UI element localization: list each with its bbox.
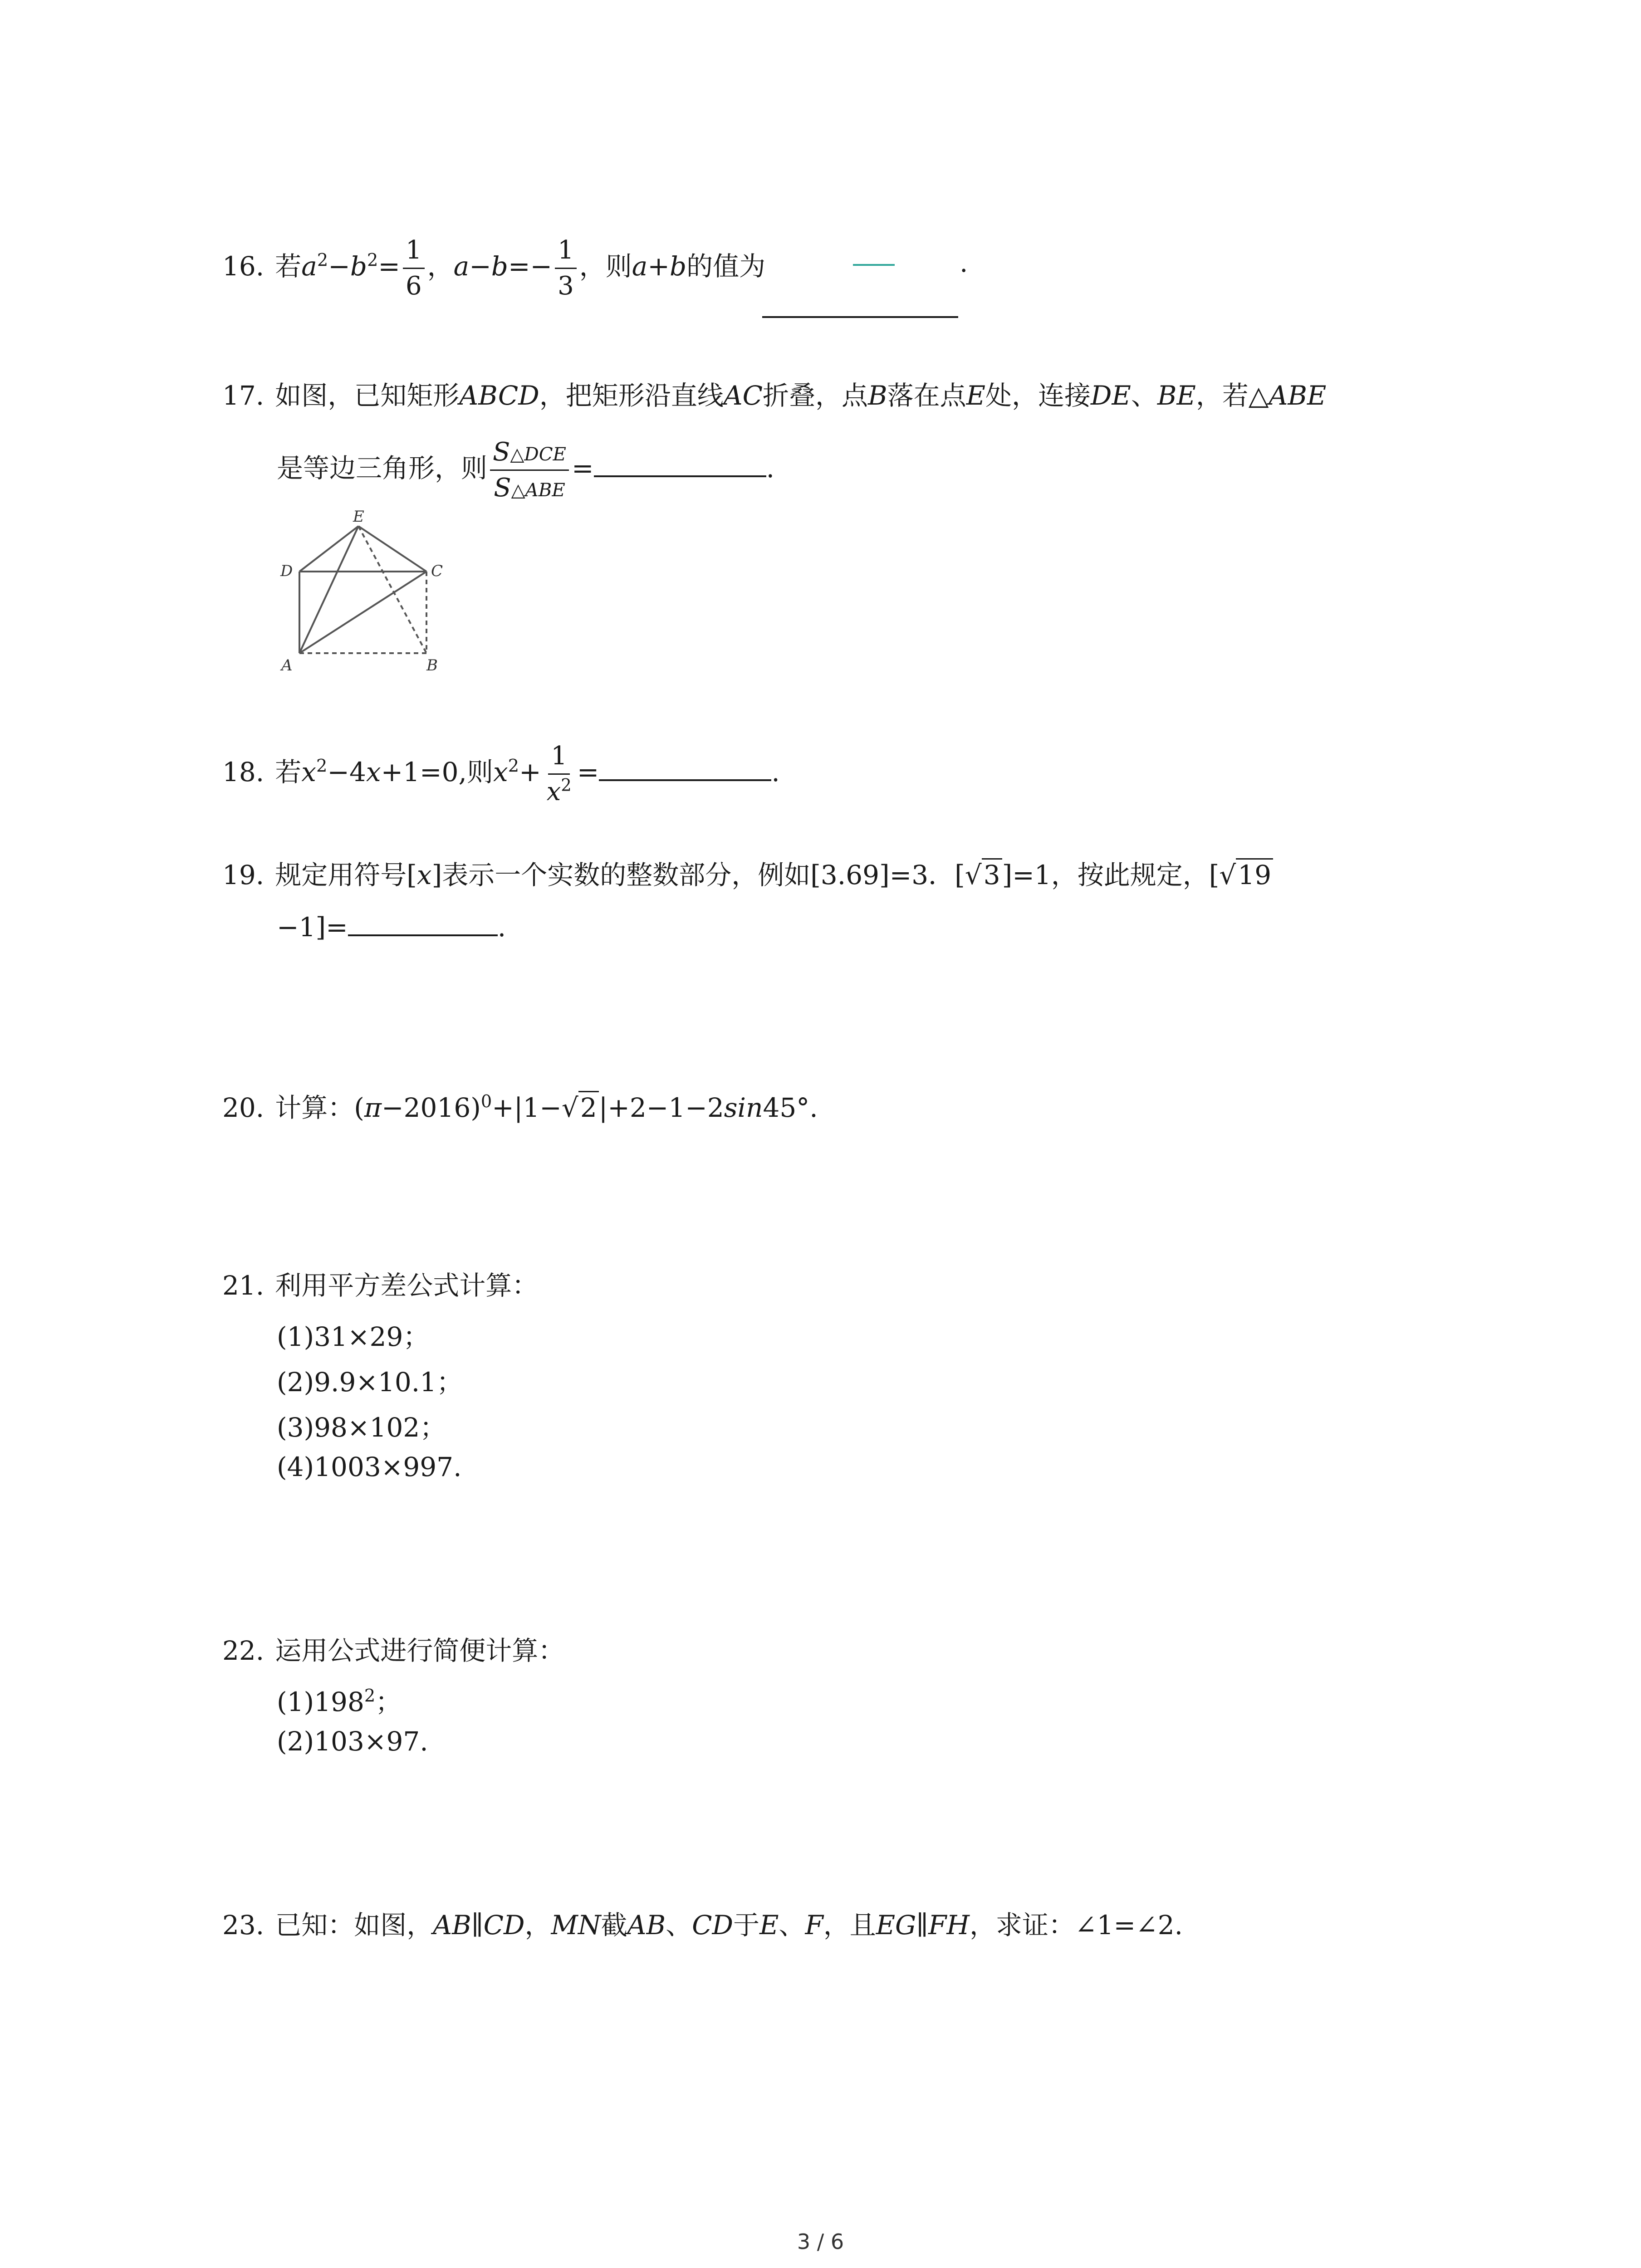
sqrt-2: √2 <box>562 1092 599 1124</box>
question-number: 23. <box>222 1910 265 1941</box>
question-number: 17. <box>222 380 265 411</box>
label-A: A <box>281 656 293 675</box>
fraction-one-over-x-squared: $\frac{1}{x^2}$ <box>546 741 572 807</box>
q19-answer-blank[interactable] <box>348 934 498 936</box>
q17-answer-blank[interactable] <box>594 475 766 477</box>
q21-item-1: (1)31×29； <box>277 1321 430 1352</box>
label-E: E <box>353 508 364 526</box>
q21-item-4: (4)1003×997. <box>277 1452 462 1482</box>
question-number: 18. <box>222 756 265 787</box>
question-19: 19. 规定用符号[x]表示一个实数的整数部分，例如[3.69]=3．[√3]=1，按此规定，[√19 <box>222 860 1273 891</box>
question-23: 23. 已知：如图，AB∥CD，MN截AB、CD于E、F，且EG∥FH，求证：∠1=∠2. <box>222 1910 1183 1941</box>
q21-item-2: (2)9.9×10.1； <box>277 1367 463 1398</box>
page-number: 3 / 6 <box>797 2229 844 2254</box>
question-20: 20. 计算：$(\pi-2016)^0+|1-√2|+2-1-2\sin 45^\circ$. <box>222 1091 818 1123</box>
label-C: C <box>431 562 443 580</box>
edge-EC <box>358 526 426 572</box>
q16-answer-blank[interactable] <box>762 316 958 318</box>
q22-item-2: (2)103×97. <box>277 1726 428 1757</box>
question-number: 16. <box>222 250 265 282</box>
sqrt-19: √19 <box>1219 860 1273 891</box>
q17-figure <box>272 503 463 676</box>
question-21: 21. 利用平方差公式计算： <box>222 1270 539 1301</box>
question-16: 16. 若$a^2-b^2=$ $\frac{1}{6}$ ，a−b=− $\frac{1}{3}$ ，则a+b的值为 <box>222 235 766 301</box>
question-number: 20. <box>222 1092 265 1123</box>
answer-dash <box>853 264 895 266</box>
q16-period: . <box>960 247 968 278</box>
question-19-line2: −1]= . <box>277 912 506 943</box>
fraction-one-third: $\frac{1}{3}$ <box>555 236 577 301</box>
q18-answer-blank[interactable] <box>599 779 771 781</box>
question-17: 17. 如图，已知矩形ABCD，把矩形沿直线AC折叠，点B落在点E处，连接DE、BE，若△ABE <box>222 380 1327 411</box>
label-B: B <box>426 656 438 675</box>
question-22: 22. 运用公式进行简便计算： <box>222 1635 565 1666</box>
q22-item-1: $(1)198^2$； <box>277 1685 402 1717</box>
fraction-one-sixth: $\frac{1}{6}$ <box>403 236 425 301</box>
q21-item-3: (3)98×102； <box>277 1412 446 1443</box>
question-number: 19. <box>222 860 265 890</box>
question-number: 22. <box>222 1635 265 1666</box>
area-ratio-fraction: $\frac{\text{S△DCE}}{\text{S△ABE}}$ <box>490 438 569 503</box>
label-D: D <box>280 562 293 580</box>
question-18: 18. 若$x^2-4x+1=0$,则$x^2+$ $\frac{1}{x^2}$ = . <box>222 741 780 807</box>
sqrt-3: √3 <box>965 860 1002 891</box>
edge-DE <box>299 526 358 572</box>
edge-EB <box>358 526 426 653</box>
question-17-line2: 是等边三角形，则 $\frac{\text{S△DCE}}{\text{S△ABE}}$ = . <box>277 437 775 503</box>
question-number: 21. <box>222 1270 265 1301</box>
